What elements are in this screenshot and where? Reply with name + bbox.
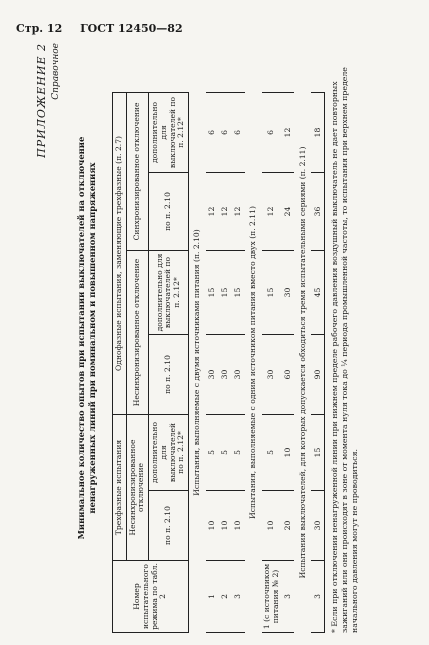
- col-p210-a: по п. 2.10: [149, 491, 189, 561]
- table-cell: 30: [219, 334, 232, 414]
- section-two-sources: Испытания, выполняемые с двумя источниками питания (п. 2.10): [192, 229, 202, 496]
- table-cell: 6: [232, 92, 245, 172]
- table-cell: 6: [219, 92, 232, 172]
- table-cell: 12: [262, 172, 281, 250]
- table-cell: 3: [311, 561, 325, 633]
- appendix-title: ПРИЛОЖЕНИЕ 2: [35, 43, 48, 158]
- table-row: [262, 92, 281, 632]
- table-cell: 30: [206, 334, 219, 414]
- group-single-phase: Однофазные испытания, заменяющие трехфазные (п. 2.7): [113, 92, 127, 414]
- table-cell: 45: [311, 250, 325, 334]
- appendix-subtitle: Справочное: [50, 43, 61, 100]
- table-cell: 36: [311, 172, 325, 250]
- section-three-series: Испытания выключателей, для которых допускается обходиться тремя испытательными сериями (п. 2.11): [297, 146, 307, 579]
- table-cell: 3: [232, 561, 245, 633]
- table-cell: 1: [206, 561, 219, 633]
- page-header: [16, 22, 197, 35]
- table-cell: 12: [232, 172, 245, 250]
- table-cell: 30: [262, 334, 281, 414]
- page-number: Стр. 12: [16, 22, 63, 35]
- table-cell: 10: [219, 491, 232, 561]
- col-extra-c: дополнительно для выключателей по п. 2.12*: [149, 92, 189, 172]
- table-body: [189, 92, 325, 632]
- caption-line-2: ненагруженных линий при номинальном и повышенном напряжениях: [86, 162, 97, 514]
- col-extra-b: дополнительно для выключателей по п. 2.12*: [149, 250, 189, 334]
- table-cell: 10: [262, 491, 281, 561]
- table-cell: 5: [232, 414, 245, 490]
- table-cell: 18: [311, 92, 325, 172]
- appendix-label: [36, 43, 61, 158]
- standard-code: ГОСТ 12450—82: [80, 22, 183, 35]
- sub-nonsync-3ph: Несинхронизированное отключение: [126, 414, 148, 560]
- table-cell: 90: [311, 334, 325, 414]
- table-cell: 12: [206, 172, 219, 250]
- rotated-page-content: [34, 43, 394, 633]
- section-one-source: Испытания, выполняемые с одним источником питания вместо двух (п. 2.11): [248, 206, 258, 519]
- table-row: [311, 92, 325, 632]
- table-cell: 30: [311, 491, 325, 561]
- table-cell: 6: [206, 92, 219, 172]
- table-cell: 24: [281, 172, 294, 250]
- table-cell: 5: [219, 414, 232, 490]
- table-cell: 15: [206, 250, 219, 334]
- caption-line-1: Минимальное количество опытов при испытании выключателей на отключение: [76, 136, 86, 540]
- table-cell: 60: [281, 334, 294, 414]
- table-cell: 15: [232, 250, 245, 334]
- footnote: * Если при отключении ненагруженной линии при нижнем пределе рабочего давления воздушный выключатель не дает повторных зажиганий или они происходят в зоне от момента нуля тока до ¼ периода промышленной частоты, то испытания при верхнем пределе начального давления могут не проводиться.: [330, 67, 360, 633]
- table-cell: 30: [281, 250, 294, 334]
- table-row: [206, 92, 219, 632]
- col-mode-header: Номер испытательного режима по табл. 2: [113, 561, 189, 633]
- table-cell: 6: [262, 92, 281, 172]
- tests-table: [112, 92, 325, 633]
- table-row: [232, 92, 245, 632]
- table-row: [219, 92, 232, 632]
- col-p210-c: по п. 2.10: [149, 172, 189, 250]
- table-cell: 12: [219, 172, 232, 250]
- table-cell: 5: [206, 414, 219, 490]
- table-cell: 15: [311, 414, 325, 490]
- table-cell: 30: [232, 334, 245, 414]
- sub-sync-1ph: Синхронизированное отключение: [126, 92, 148, 250]
- table-cell: 12: [281, 92, 294, 172]
- group-three-phase: Трехфазные испытания: [113, 414, 127, 560]
- col-p210-b: по п. 2.10: [149, 334, 189, 414]
- table-row: [281, 92, 294, 632]
- table-cell: 5: [262, 414, 281, 490]
- table-cell: 20: [281, 491, 294, 561]
- col-extra-a: дополнительно для выключателей по п. 2.12*: [149, 414, 189, 490]
- table-cell: 15: [262, 250, 281, 334]
- table-caption: [76, 43, 98, 633]
- table-cell: 2: [219, 561, 232, 633]
- table-head: [113, 92, 189, 632]
- table-cell: 10: [206, 491, 219, 561]
- table-cell: 15: [219, 250, 232, 334]
- table-cell: 10: [281, 414, 294, 490]
- table-cell: 10: [232, 491, 245, 561]
- sub-nonsync-1ph: Несинхронизированное отключение: [126, 250, 148, 414]
- table-cell: 3: [281, 561, 294, 633]
- table-cell: 1 (с источником питания № 2): [262, 561, 281, 633]
